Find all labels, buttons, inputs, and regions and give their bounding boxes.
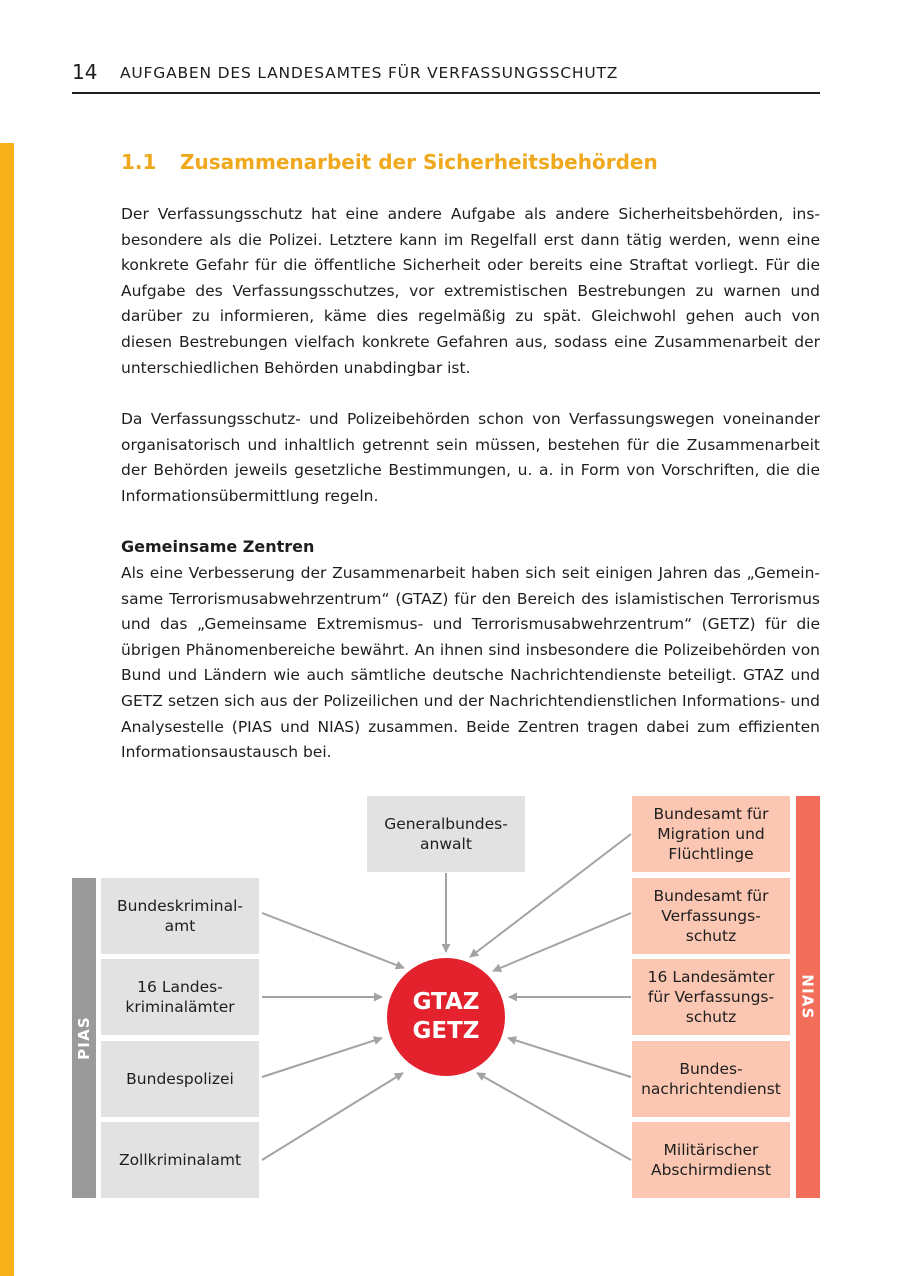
- arrow-right-5: [477, 1073, 631, 1160]
- pias-label-bar: [72, 878, 96, 1198]
- arrow-right-4: [508, 1038, 631, 1077]
- box-bamf: Bundesamt für Migration und Flüchtlinge: [632, 796, 790, 872]
- box-bfv: Bundesamt für Verfassungs- schutz: [632, 878, 790, 954]
- box-zollkriminalamt: Zollkriminalamt: [101, 1122, 259, 1198]
- box-mad: Militärischer Abschirmdienst: [632, 1122, 790, 1198]
- side-accent-bar: [0, 143, 14, 1276]
- nias-label-bar: [796, 796, 820, 1198]
- center-line-2: GETZ: [412, 1018, 480, 1044]
- nias-label: NIAS: [799, 974, 818, 1020]
- arrow-left-4: [262, 1073, 403, 1160]
- pias-label: PIAS: [75, 1016, 94, 1060]
- running-header-title: AUFGABEN DES LANDESAMTES FÜR VERFASSUNGSSCHUTZ: [120, 64, 619, 82]
- section-heading: [121, 150, 658, 174]
- body-paragraph-1: Der Verfassungsschutz hat eine andere Aufgabe als andere Sicherheitsbehörden, insbesondere als die Polizei. Letztere kann im Regelfall erst dann tätig werden, wenn eine konkrete Gefahr für die öffentliche Sicherheit oder bereits eine Straftat vorliegt. Für die Aufgabe des Verfassungsschutzes, vor extremistischen Bestrebungen zu warnen und darüber zu informieren, käme dies regelmäßig zu spät. Gleichwohl gehen auch von diesen Bestrebungen vielfach konkrete Gefahren aus, sodass eine Zusammenarbeit der unterschiedlichen Behörden unabdingbar ist.: [121, 205, 820, 377]
- subsection-heading: Gemeinsame Zentren: [121, 537, 315, 556]
- section-title: Zusammenarbeit der Sicherheitsbehörden: [180, 150, 658, 174]
- box-generalbundesanwalt: Generalbundes- anwalt: [367, 796, 525, 872]
- box-landesaemter-verfassungsschutz: 16 Landesämter für Verfassungs- schutz: [632, 959, 790, 1035]
- section-number: 1.1: [121, 150, 157, 174]
- running-header: [72, 60, 820, 94]
- arrow-left-1: [262, 913, 404, 968]
- arrow-left-3: [262, 1038, 382, 1077]
- box-bundespolizei: Bundespolizei: [101, 1041, 259, 1117]
- subsection-paragraph: Als eine Verbesserung der Zusammenarbeit haben sich seit einigen Jahren das „Gemeinsame Terrorismusabwehrzentrum“ (GTAZ) für den Bereich des islamistischen Terrorismus und das „Gemeinsame Extremismus- und Terrorismusabwehrzentrum“ (GETZ) für die übrigen Phänomenbereiche bewährt. An ihnen sind insbesondere die Polizeibehörden von Bund und Ländern wie auch sämtliche deutsche Nachrichtendienste beteiligt. GTAZ und GETZ setzen sich aus der Polizeilichen und der Nachrichtendienstlichen Informations- und Analysestelle (PIAS und NIAS) zusammen. Beide Zentren tragen dabei zum effizienten Informationsaustausch bei.: [121, 564, 820, 762]
- box-bundeskriminalamt: Bundeskriminal- amt: [101, 878, 259, 954]
- center-line-1: GTAZ: [412, 989, 480, 1015]
- body-paragraph-2: Da Verfassungsschutz- und Polizeibehörden schon von Verfassungswegen voneinander organisatorisch und inhaltlich getrennt sein müssen, bestehen für die Zusammenarbeit der Behörden jeweils gesetzliche Bestimmungen, u. a. in Form von Vorschriften, die die Informationsübermittlung regeln.: [121, 410, 820, 505]
- box-bnd: Bundes- nachrichtendienst: [632, 1041, 790, 1117]
- box-landeskriminalaemter: 16 Landes- kriminalämter: [101, 959, 259, 1035]
- center-gtaz-getz: [387, 958, 505, 1076]
- arrow-right-2: [493, 913, 631, 971]
- page-number: 14: [72, 60, 98, 84]
